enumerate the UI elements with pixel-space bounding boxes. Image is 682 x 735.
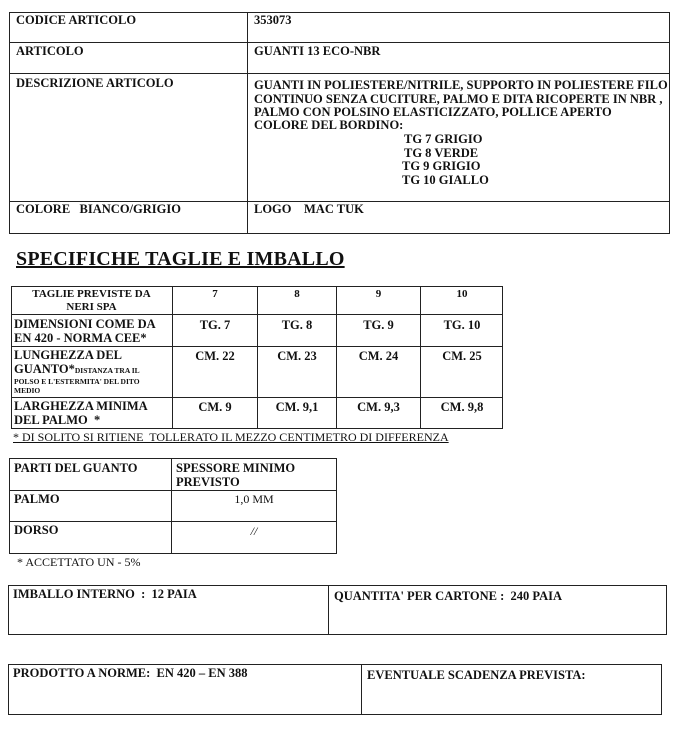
glove-color-label: COLORE BIANCO/GRIGIO <box>16 202 181 216</box>
article-description-line: GUANTI IN POLIESTERE/NITRILE, SUPPORTO IN POLIESTERE FILO <box>254 78 668 92</box>
palm-width-label-line: DEL PALMO * <box>14 413 101 427</box>
sizes-row-line <box>11 346 503 347</box>
length-label <box>14 348 140 376</box>
border-color-size-7: TG 7 GRIGIO <box>404 132 483 146</box>
dimension-size-8: TG. 8 <box>281 318 313 332</box>
article-description-line: CONTINUO SENZA CUCITURE, PALMO E DITA RICOPERTE IN NBR , <box>254 92 663 106</box>
sizes-header-label-line: TAGLIE PREVISTE DA <box>32 288 151 300</box>
dimension-size-9: TG. 9 <box>363 318 394 332</box>
sizes-row-line <box>11 314 503 315</box>
palm-width-size-10: CM. 9,8 <box>440 400 484 414</box>
size-8-header: 8 <box>294 288 300 300</box>
internal-packaging: IMBALLO INTERNO : 12 PAIA <box>13 587 197 601</box>
palm-width-size-9: CM. 9,3 <box>357 400 400 414</box>
expiry-label: EVENTUALE SCADENZA PREVISTA: <box>367 668 586 682</box>
dimensions-label <box>14 317 156 345</box>
article-code-value: 353073 <box>254 13 292 27</box>
sizes-row-line <box>11 397 503 398</box>
article-description-line: PALMO CON POLSINO ELASTICIZZATO, POLLICE APERTO <box>254 105 612 119</box>
thickness-col-line <box>171 458 172 554</box>
dimension-size-7: TG. 7 <box>199 318 231 332</box>
dimensions-label-line: EN 420 - NORMA CEE* <box>14 331 147 345</box>
thickness-row-line <box>9 490 337 491</box>
tolerance-note: * DI SOLITO SI RITIENE TOLLERATO IL MEZZO CENTIMETRO DI DIFFERENZA <box>13 430 449 444</box>
palm-thickness-value: 1,0 MM <box>234 492 274 506</box>
length-label-note: DISTANZA TRA IL <box>74 366 140 375</box>
carton-quantity: QUANTITA' PER CARTONE : 240 PAIA <box>334 589 563 603</box>
standards-compliance: PRODOTTO A NORME: EN 420 – EN 388 <box>13 666 248 680</box>
article-row-line <box>9 42 670 43</box>
packaging-divider <box>328 585 329 635</box>
article-code-label: CODICE ARTICOLO <box>16 13 137 27</box>
thickness-header <box>176 461 295 489</box>
border-color-size-9: TG 9 GRIGIO <box>402 159 481 173</box>
thickness-row-line <box>9 521 337 522</box>
sizes-header-label-line: NERI SPA <box>66 301 117 313</box>
thickness-header-line: PREVISTO <box>176 475 240 489</box>
border-color-size-8: TG 8 VERDE <box>404 146 479 160</box>
palm-part-label: PALMO <box>14 492 60 506</box>
length-label-note-line: POLSO E L'ESTERMITA' DEL DITO <box>14 377 140 386</box>
dimension-size-10: TG. 10 <box>443 318 481 332</box>
glove-part-header: PARTI DEL GUANTO <box>14 461 138 475</box>
palm-width-label <box>14 399 148 427</box>
length-size-9: CM. 24 <box>358 349 399 363</box>
thickness-header-line: SPESSORE MINIMO <box>176 461 296 475</box>
length-label-line: GUANTO* <box>14 362 75 376</box>
length-size-8: CM. 23 <box>277 349 317 363</box>
section-title: SPECIFICHE TAGLIE E IMBALLO <box>16 248 345 270</box>
sizes-header-label <box>12 288 171 314</box>
palm-width-size-8: CM. 9,1 <box>275 400 319 414</box>
length-label-note-line: MEDIO <box>14 386 41 395</box>
palm-width-label-line: LARGHEZZA MINIMA <box>14 399 148 413</box>
size-9-header: 9 <box>375 288 382 300</box>
length-size-7: CM. 22 <box>195 349 235 363</box>
length-size-10: CM. 25 <box>442 349 482 363</box>
back-thickness-value: // <box>250 524 258 538</box>
logo-value: LOGO MAC TUK <box>254 202 364 216</box>
dimensions-label-line: DIMENSIONI COME DA <box>14 317 156 331</box>
article-name-value: GUANTI 13 ECO-NBR <box>254 44 381 58</box>
article-row-line <box>9 73 670 74</box>
article-description-label: DESCRIZIONE ARTICOLO <box>16 76 174 90</box>
back-part-label: DORSO <box>14 523 59 537</box>
length-label-line: LUNGHEZZA DEL <box>14 348 123 362</box>
norms-divider <box>361 664 362 715</box>
size-7-header: 7 <box>212 288 218 300</box>
article-name-label: ARTICOLO <box>16 44 84 58</box>
border-color-size-10: TG 10 GIALLO <box>402 173 489 187</box>
article-description-line: COLORE DEL BORDINO: <box>254 118 404 132</box>
thickness-tolerance-note: * ACCETTATO UN - 5% <box>17 555 141 569</box>
size-10-header: 10 <box>456 288 468 300</box>
palm-width-size-7: CM. 9 <box>198 400 232 414</box>
